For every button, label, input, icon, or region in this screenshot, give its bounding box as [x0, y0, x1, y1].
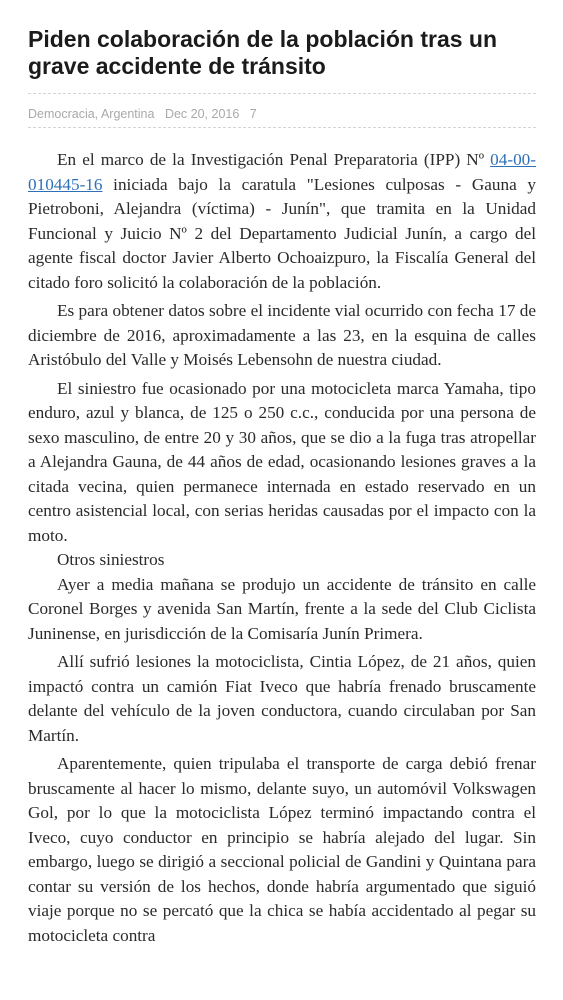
article-source[interactable]: Democracia, Argentina — [28, 107, 155, 121]
article-date: Dec 20, 2016 — [164, 107, 240, 121]
paragraph-3: El siniestro fue ocasionado por una motocicleta marca Yamaha, tipo enduro, azul y blanca, de 125 o 250 c.c., conducida por una persona de sexo masculino, de entre 20 y 30 años, que se dio a la fuga tras atropellar a Alejandra Gauna, de 44 años de edad, ocasionando lesiones graves a la citada vecina, quien permanece internada en estado reservado en un centro asistencial local, con serias heridas causadas por el impacto con la moto. — [28, 378, 536, 545]
article-count: 7 — [249, 107, 257, 121]
article-meta — [28, 106, 264, 122]
meta-divider-bottom — [28, 127, 536, 128]
paragraph-2: Es para obtener datos sobre el incidente vial ocurrido con fecha 17 de diciembre de 2016, aproximadamente a las 23, en la esquina de calles Aristóbulo del Valle y Moisés Lebensohn de nuestra ciudad. — [28, 301, 536, 369]
section-heading-otros-siniestros: Otros siniestros — [57, 550, 165, 569]
paragraph-7: Aparentemente, quien tripulaba el transporte de carga debió frenar bruscamente al hacer lo mismo, delante suyo, un automóvil Volkswagen Gol, por lo que la motociclista López terminó impactando contra el Iveco, cuyo conductor en principio se habría alejado del lugar. Sin embargo, luego se dirigió a seccional policial de Gandini y Quintana para contar su versión de los hechos, donde habría argumentado que siguió viaje porque no se percató que la chica se había accidentado al pegar su motocicleta contra — [28, 754, 536, 945]
meta-divider-top — [28, 93, 536, 94]
paragraph-5: Ayer a media mañana se produjo un accidente de tránsito en calle Coronel Borges y avenida San Martín, frente a la sede del Club Ciclista Juninense, en jurisdicción de la Comisaría Junín Primera. — [28, 574, 536, 643]
paragraph-6: Allí sufrió lesiones la motociclista, Cintia López, de 21 años, quien impactó contra un camión Fiat Iveco que habría frenado bruscamente delante del vehículo de la joven conductora, cuando circulaban por San Martín. — [28, 652, 536, 745]
article-title: Piden colaboración de la población tras un grave accidente de tránsito — [28, 26, 498, 79]
ipp-number-link[interactable]: 04-00-010445-16 — [28, 150, 536, 194]
article-body — [28, 148, 536, 948]
paragraph-1: En el marco de la Investigación Penal Preparatoria (IPP) Nº 04-00-010445-16 iniciada bajo la caratula "Lesiones culposas - Gauna y Pietroboni, Alejandra (víctima) - Junín", que tramita en la Unidad Funcional y Juicio Nº 2 del Departamento Judicial Junín, a cargo del agente fiscal doctor Javier Alberto Ochoaizpuro, la Fiscalía General del citado foro solicitó la colaboración de la población. — [28, 150, 536, 292]
